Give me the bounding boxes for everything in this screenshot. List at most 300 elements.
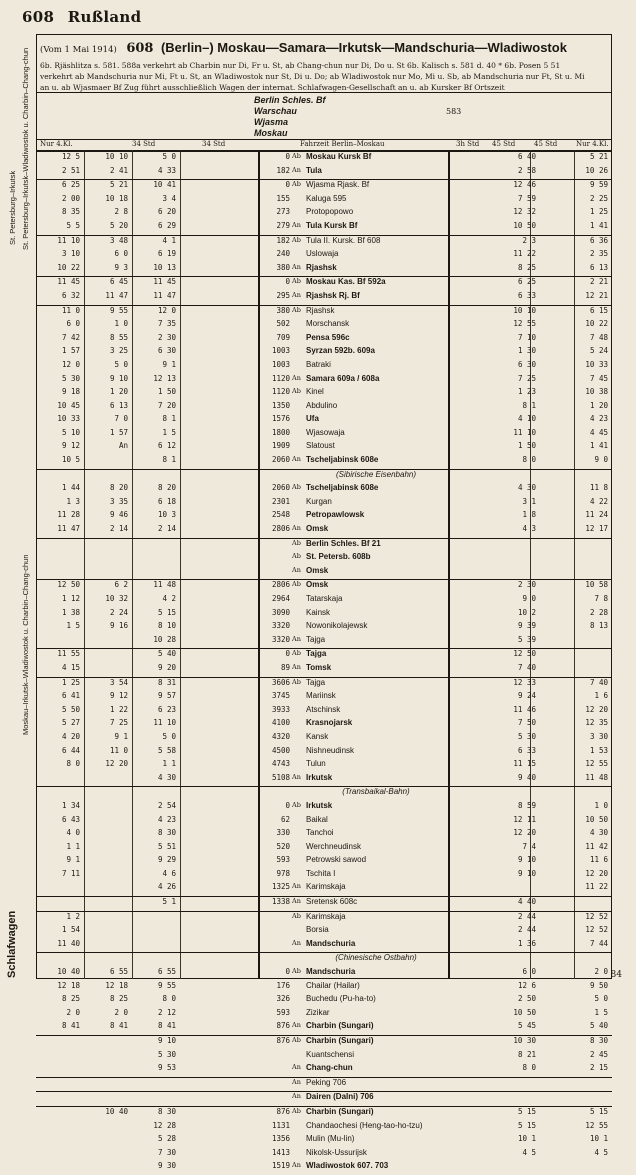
distance-km: 0 xyxy=(285,800,290,810)
station-name: Samara 609a / 608a xyxy=(306,373,380,383)
right-time: 7 10 xyxy=(517,332,536,342)
arr-dep-mark: An xyxy=(292,1161,301,1170)
station-name: Omsk xyxy=(306,524,329,534)
timetable-row xyxy=(36,1008,612,1022)
left-time-2: 9 55 xyxy=(109,305,128,315)
left-time: 2 0 xyxy=(66,1007,80,1017)
left-time: 9 1 xyxy=(66,855,80,865)
timetable-row xyxy=(36,497,612,511)
right-time: 9 24 xyxy=(517,691,536,701)
timetable-row xyxy=(36,524,612,538)
right-time-2: 2 28 xyxy=(589,607,608,617)
station-name: Tajga xyxy=(306,677,326,687)
left-time-2: 2 14 xyxy=(109,524,128,534)
left-time-3: 5 30 xyxy=(157,1049,176,1059)
distance-km: 1131 xyxy=(271,1120,290,1130)
timetable-row xyxy=(36,952,612,967)
col-head-1: 34 Std xyxy=(132,140,156,148)
left-time-3: 9 55 xyxy=(157,980,176,990)
right-time: 12 20 xyxy=(513,828,536,838)
right-time-2: 12 35 xyxy=(585,718,608,728)
right-time: 10 2 xyxy=(517,607,536,617)
left-time-2: 8 41 xyxy=(109,1021,128,1031)
distance-km: 3745 xyxy=(271,691,290,701)
right-time-2: 4 30 xyxy=(589,828,608,838)
timetable-row xyxy=(36,346,612,360)
station-name: Irkutsk xyxy=(306,772,333,782)
timetable-row xyxy=(36,1106,612,1121)
left-time-3: 6 23 xyxy=(157,704,176,714)
arr-dep-mark: An xyxy=(292,165,301,174)
left-time: 1 54 xyxy=(61,925,80,935)
timetable-row xyxy=(36,608,612,622)
left-time-2: 9 16 xyxy=(109,621,128,631)
page-number: 608 xyxy=(22,8,55,26)
left-time: 6 0 xyxy=(66,319,80,329)
station-name: Rjashsk xyxy=(306,262,337,272)
station-name: Zizikar xyxy=(306,1007,330,1017)
route-title xyxy=(40,40,608,56)
left-time-2: 9 1 xyxy=(114,731,128,741)
col-head-3: 3h Std xyxy=(456,140,480,148)
left-time: 5 5 xyxy=(66,220,80,230)
station-warschau: Warschau xyxy=(254,106,297,116)
distance-km: 0 xyxy=(285,649,290,659)
left-time: 11 10 xyxy=(57,235,80,245)
connection-ref: 583 xyxy=(446,107,462,116)
right-time-2: 7 40 xyxy=(589,677,608,687)
timetable-row xyxy=(36,566,612,580)
timetable-row xyxy=(36,194,612,208)
arr-dep-mark: Ab xyxy=(292,152,301,160)
left-time-3: 8 1 xyxy=(162,414,176,424)
left-time: 6 25 xyxy=(61,180,80,190)
right-time: 6 33 xyxy=(517,745,536,755)
distance-km: 1576 xyxy=(271,414,290,424)
left-time-3: 10 41 xyxy=(153,180,176,190)
station-name: Kuantschensi xyxy=(306,1049,355,1059)
timetable-row xyxy=(36,801,612,815)
station-name: Baikal xyxy=(306,814,328,824)
arr-dep-mark: An xyxy=(292,634,301,643)
left-time-3: 5 1 xyxy=(162,897,176,907)
distance-km: 4320 xyxy=(271,731,290,741)
train-number: 608 xyxy=(126,41,154,56)
left-time: 4 0 xyxy=(66,828,80,838)
arr-dep-mark: An xyxy=(292,897,301,906)
right-time-2: 7 8 xyxy=(594,594,608,603)
left-time-3: 6 19 xyxy=(157,249,176,259)
station-berlin: Berlin Schles. Bf xyxy=(254,95,326,105)
left-time-2: 2 41 xyxy=(109,165,128,175)
distance-km: 876 xyxy=(276,1021,290,1031)
left-time-3: 1 50 xyxy=(157,387,176,397)
right-time: 8 1 xyxy=(522,400,536,410)
station-name: Pensa 596c xyxy=(306,332,350,342)
distance-km: 1909 xyxy=(271,441,290,451)
station-name: Kainsk xyxy=(306,607,331,617)
arr-dep-mark: Ab xyxy=(292,277,301,286)
right-time: 8 59 xyxy=(517,800,536,810)
left-time-2: 9 12 xyxy=(109,691,128,701)
timetable-row xyxy=(36,263,612,277)
timetable-row xyxy=(36,815,612,829)
station-name: Kaluga 595 xyxy=(306,193,347,203)
left-time-3: 9 30 xyxy=(157,1161,176,1171)
right-time-2: 2 0 xyxy=(594,967,608,977)
station-name: Chang-chun xyxy=(306,1063,353,1073)
side-label-1: St. Petersburg–Irkutsk xyxy=(8,170,17,245)
left-time-3: 11 10 xyxy=(153,718,176,728)
timetable-row xyxy=(36,786,612,801)
arr-dep-mark: Ab xyxy=(292,538,301,547)
station-name: Omsk xyxy=(306,580,329,590)
left-time-3: 8 10 xyxy=(157,621,176,631)
right-time-2: 2 35 xyxy=(589,249,608,259)
right-time: 6 33 xyxy=(517,290,536,300)
timetable-row xyxy=(36,414,612,428)
right-time-2: 9 50 xyxy=(589,980,608,990)
col-left: Nur 4.Kl. xyxy=(40,140,73,148)
distance-km: 2806 xyxy=(271,580,290,590)
station-name: Mandschuria xyxy=(306,967,356,977)
left-time-3: 4 26 xyxy=(157,882,176,892)
station-name: Irkutsk xyxy=(306,800,333,810)
distance-km: 2964 xyxy=(271,594,290,603)
timetable-row xyxy=(36,939,612,953)
timetable-row xyxy=(36,828,612,842)
distance-km: 0 xyxy=(285,277,290,287)
distance-km: 2060 xyxy=(271,455,290,465)
right-time-2: 10 22 xyxy=(585,319,608,329)
timetable-row xyxy=(36,746,612,760)
footnote: verkehrt ab Mandschuria nur Mi, Ft u. St, an Wladiwostok nur St, Di u. Do; ab Wladiwostok nur Mo, Mi u. Sb, ab Mandschuria nur Ft, St u. Mi xyxy=(40,72,585,81)
distance-km: 326 xyxy=(276,994,290,1004)
right-time-2: 11 48 xyxy=(585,772,608,782)
arr-dep-mark: Ab xyxy=(292,180,301,189)
right-time: 12 32 xyxy=(513,207,536,217)
distance-km: 709 xyxy=(276,332,290,342)
arr-dep-mark: An xyxy=(292,1092,301,1101)
arr-dep-mark: An xyxy=(292,290,301,299)
right-time-2: 6 36 xyxy=(589,235,608,245)
station-name: Charbin (Sungari) xyxy=(306,1021,374,1031)
right-time: 10 30 xyxy=(513,1036,536,1045)
station-name: Karimskaja xyxy=(306,882,346,892)
station-name: Tulun xyxy=(306,759,326,769)
col-right: Nur 4.Kl. xyxy=(576,140,609,148)
arr-dep-mark: An xyxy=(292,220,301,229)
left-time-3: 4 1 xyxy=(162,235,176,245)
timetable-row xyxy=(36,166,612,180)
right-time: 4 30 xyxy=(517,483,536,493)
left-time-3: 5 51 xyxy=(157,841,176,851)
arr-dep-mark: Ab xyxy=(292,800,301,809)
right-time: 12 46 xyxy=(513,180,536,190)
arr-dep-mark: Ab xyxy=(292,305,301,314)
left-time: 5 50 xyxy=(61,704,80,714)
left-time-2: 8 55 xyxy=(109,332,128,342)
timetable-row xyxy=(36,981,612,995)
station-name: Borsia xyxy=(306,925,329,935)
right-time: 8 25 xyxy=(517,262,536,272)
right-time-2: 1 53 xyxy=(589,745,608,755)
right-time: 9 39 xyxy=(517,621,536,631)
left-time-3: 6 55 xyxy=(157,967,176,977)
left-time: 4 20 xyxy=(61,731,80,741)
right-time: 12 55 xyxy=(513,319,536,329)
timetable-row xyxy=(36,1091,612,1106)
station-name: Syrzan 592b. 609a xyxy=(306,346,375,356)
left-time-3: 1 1 xyxy=(162,759,176,769)
timetable-row xyxy=(36,151,612,166)
distance-km: 978 xyxy=(276,868,290,878)
timetable-row xyxy=(36,441,612,455)
left-time-2: 12 18 xyxy=(105,980,128,990)
timetable-row xyxy=(36,207,612,221)
timetable-row xyxy=(36,1161,612,1175)
col-head-4: 45 Std xyxy=(492,140,516,148)
station-name: Dairen (Dalni) 706 xyxy=(306,1092,374,1102)
right-time-2: 12 55 xyxy=(585,759,608,769)
left-time-2: 1 20 xyxy=(109,387,128,397)
right-time-2: 10 58 xyxy=(585,580,608,590)
right-time-2: 2 45 xyxy=(589,1049,608,1059)
left-time-3: 4 23 xyxy=(157,814,176,824)
left-time-2: 3 48 xyxy=(109,235,128,245)
right-time: 2 44 xyxy=(517,911,536,921)
left-time-3: 5 58 xyxy=(157,745,176,755)
station-name: Kurgan xyxy=(306,496,332,506)
right-time-2: 2 15 xyxy=(589,1063,608,1073)
right-time: 7 59 xyxy=(517,193,536,203)
arr-dep-mark: Ab xyxy=(292,1036,301,1044)
station-wjasma: Wjasma xyxy=(254,117,289,127)
left-time-3: 2 14 xyxy=(157,524,176,534)
timetable-row xyxy=(36,1077,612,1092)
timetable-row xyxy=(36,305,612,320)
left-time-2: 3 54 xyxy=(109,677,128,687)
distance-km: 3090 xyxy=(271,607,290,617)
left-time-3: 8 1 xyxy=(162,455,176,465)
arr-dep-mark: An xyxy=(292,1021,301,1030)
station-name: Buchedu (Pu-ha-to) xyxy=(306,994,376,1004)
timetable-row xyxy=(36,276,612,291)
station-name: Rjashsk Rj. Bf xyxy=(306,290,360,300)
arr-dep-mark: An xyxy=(292,882,301,891)
timetable-row xyxy=(36,538,612,553)
distance-km: 176 xyxy=(276,980,290,990)
right-time-2: 8 13 xyxy=(589,621,608,631)
right-time: 7 50 xyxy=(517,718,536,728)
left-time-3: 4 6 xyxy=(162,868,176,878)
right-time-2: 12 20 xyxy=(585,868,608,878)
right-time-2: 1 0 xyxy=(594,800,608,810)
arr-dep-mark: An xyxy=(292,938,301,947)
right-time-2: 10 26 xyxy=(585,165,608,175)
station-name: (Sibirische Eisenbahn) xyxy=(335,469,417,479)
distance-km: 279 xyxy=(276,220,290,230)
station-name: Mandschuria xyxy=(306,938,356,948)
connection-header xyxy=(36,92,612,140)
station-name: Tanchoi xyxy=(306,828,334,838)
left-time-2: 2 8 xyxy=(114,207,128,217)
left-time: 8 25 xyxy=(61,994,80,1004)
right-time-2: 10 38 xyxy=(585,387,608,397)
station-name: Nikolsk-Ussurijsk xyxy=(306,1147,367,1157)
right-time-2: 1 41 xyxy=(589,441,608,451)
station-name: Charbin (Sungari) xyxy=(306,1036,374,1045)
right-time: 12 6 xyxy=(517,980,536,990)
left-time-3: 11 48 xyxy=(153,580,176,590)
right-time-2: 4 45 xyxy=(589,427,608,437)
station-name: Kansk xyxy=(306,731,329,741)
distance-km: 182 xyxy=(276,165,290,175)
left-time: 11 28 xyxy=(57,510,80,520)
arr-dep-mark: Ab xyxy=(292,235,301,244)
right-time-2: 5 21 xyxy=(589,152,608,161)
left-time-3: 5 0 xyxy=(162,152,176,161)
right-time-2: 12 52 xyxy=(585,911,608,921)
station-name: Tula II. Kursk. Bf 608 xyxy=(306,235,381,245)
station-name: (Chinesische Ostbahn) xyxy=(335,953,417,963)
col-head-2: 34 Std xyxy=(202,140,226,148)
station-name: Tula Kursk Bf xyxy=(306,220,358,230)
left-time-2: 3 25 xyxy=(109,346,128,356)
right-time-2: 9 59 xyxy=(589,180,608,190)
left-time-2: 7 0 xyxy=(114,414,128,424)
timetable-row xyxy=(36,896,612,911)
timetable-row xyxy=(36,1121,612,1135)
right-time: 12 11 xyxy=(513,814,536,824)
timetable-row xyxy=(36,855,612,869)
station-name: Nishneudinsk xyxy=(306,745,355,755)
distance-km: 876 xyxy=(276,1106,290,1116)
distance-km: 876 xyxy=(276,1036,290,1045)
station-name: Kinel xyxy=(306,387,324,397)
distance-km: 2806 xyxy=(271,524,290,534)
timetable-row xyxy=(36,291,612,305)
right-time-2: 7 45 xyxy=(589,373,608,383)
timetable-row xyxy=(36,1021,612,1035)
left-time-2: 10 18 xyxy=(105,193,128,203)
left-time: 1 25 xyxy=(61,677,80,687)
left-time: 1 1 xyxy=(66,841,80,851)
left-time-3: 10 13 xyxy=(153,262,176,272)
arr-dep-mark: An xyxy=(292,662,301,671)
left-time-3: 9 20 xyxy=(157,662,176,672)
distance-km: 593 xyxy=(276,855,290,865)
left-time-3: 2 12 xyxy=(157,1007,176,1017)
right-time: 11 15 xyxy=(513,759,536,769)
station-name: Slatoust xyxy=(306,441,335,451)
timetable-row xyxy=(36,1050,612,1064)
station-name: Wjasma Rjask. Bf xyxy=(306,180,370,190)
right-time-2: 5 24 xyxy=(589,346,608,356)
left-time: 4 15 xyxy=(61,662,80,672)
right-time: 3 1 xyxy=(522,496,536,506)
arr-dep-mark: Ab xyxy=(292,580,301,589)
left-time-3: 9 29 xyxy=(157,855,176,865)
timetable-row xyxy=(36,387,612,401)
left-time: 11 40 xyxy=(57,938,80,948)
station-name: Karimskaja xyxy=(306,911,346,921)
right-time-2: 3 30 xyxy=(589,731,608,741)
timetable-row xyxy=(36,911,612,926)
left-time: 1 5 xyxy=(66,621,80,631)
left-time: 1 38 xyxy=(61,607,80,617)
right-time: 11 10 xyxy=(513,427,536,437)
timetable-row xyxy=(36,1134,612,1148)
left-time-3: 6 29 xyxy=(157,220,176,230)
left-time: 1 2 xyxy=(66,911,80,921)
right-time: 1 23 xyxy=(517,387,536,397)
left-time: 10 40 xyxy=(57,967,80,977)
station-moskau: Moskau xyxy=(254,128,288,138)
station-name: Moskau Kas. Bf 592a xyxy=(306,277,386,287)
footer-page-number: 84 xyxy=(610,970,622,980)
footnotes xyxy=(40,60,608,93)
right-time: 9 40 xyxy=(517,772,536,782)
timetable-row xyxy=(36,483,612,497)
station-name: Mariinsk xyxy=(306,691,336,701)
distance-km: 1120 xyxy=(271,387,290,397)
left-time: 12 5 xyxy=(61,152,80,161)
timetable-row xyxy=(36,718,612,732)
timetable-row xyxy=(36,773,612,787)
left-time-2: 9 10 xyxy=(109,373,128,383)
arr-dep-mark: An xyxy=(292,1077,301,1086)
timetable-row xyxy=(36,579,612,594)
left-time-3: 9 1 xyxy=(162,359,176,369)
left-time: 1 3 xyxy=(66,496,80,506)
distance-km: 2548 xyxy=(271,510,290,520)
left-time-3: 5 28 xyxy=(157,1134,176,1144)
col-notes: Fahrzeit Berlin–Moskau xyxy=(300,140,385,148)
timetable-row xyxy=(36,428,612,442)
distance-km: 3606 xyxy=(271,677,290,687)
right-time: 12 33 xyxy=(513,677,536,687)
station-name: Krasnojarsk xyxy=(306,718,353,728)
timetable-row xyxy=(36,235,612,250)
left-time-3: 8 30 xyxy=(157,1106,176,1116)
right-time: 4 3 xyxy=(522,524,536,534)
timetable-row xyxy=(36,319,612,333)
right-time-2: 10 33 xyxy=(585,359,608,369)
distance-km: 62 xyxy=(280,814,290,824)
right-time-2: 1 5 xyxy=(594,1007,608,1017)
right-time: 5 15 xyxy=(517,1106,536,1116)
station-name: Peking 706 xyxy=(306,1077,347,1087)
station-name: Wladiwostok 607. 703 xyxy=(306,1161,389,1171)
left-time: 2 00 xyxy=(61,193,80,203)
arr-dep-mark: An xyxy=(292,373,301,382)
distance-km: 380 xyxy=(276,305,290,315)
station-name: Tula xyxy=(306,165,322,175)
right-time-2: 11 22 xyxy=(585,882,608,892)
right-time-2: 7 44 xyxy=(589,938,608,948)
timetable-row xyxy=(36,759,612,773)
left-time: 7 42 xyxy=(61,332,80,342)
right-time-2: 11 6 xyxy=(589,855,608,865)
right-time: 9 10 xyxy=(517,855,536,865)
station-name: Petrowski sawod xyxy=(306,855,367,865)
left-time: 5 27 xyxy=(61,718,80,728)
col-head-5: 45 Std xyxy=(534,140,558,148)
left-time: 10 33 xyxy=(57,414,80,424)
right-time: 7 40 xyxy=(517,662,536,672)
timetable-row xyxy=(36,249,612,263)
